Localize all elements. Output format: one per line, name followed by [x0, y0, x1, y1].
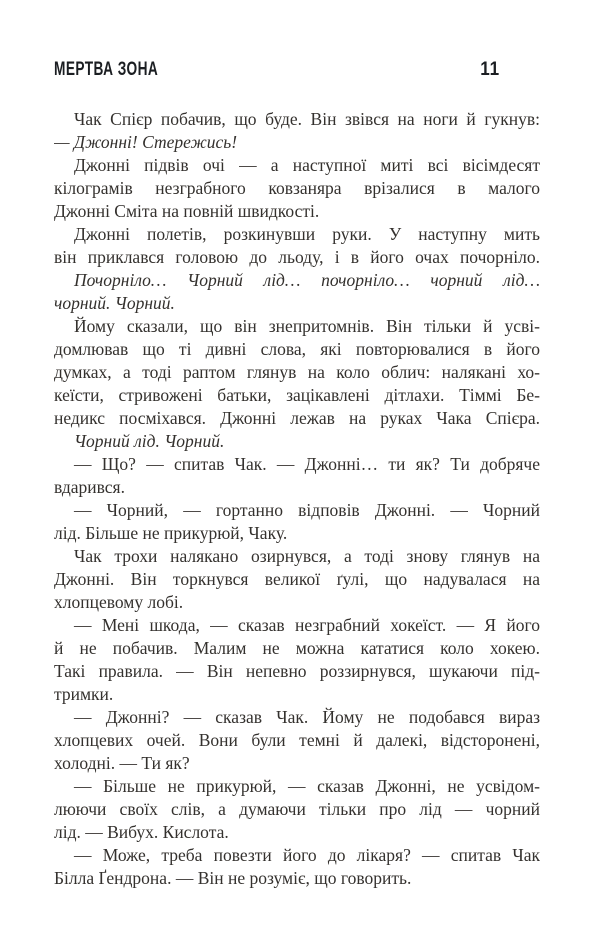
running-header-title: МЕРТВА ЗОНА	[54, 59, 159, 80]
text-line: кілограмів незграбного ковзаняра врізалися в малого	[54, 178, 540, 198]
text-line: Такі правила. — Він непевно роззирнувся, шукаючи під-	[54, 661, 540, 681]
text-line: Почорніло… Чорний лід… почорніло… чорний лід…	[74, 270, 540, 290]
text-line: — Що? — спитав Чак. — Джонні… ти як? Ти добряче	[74, 454, 540, 474]
text-line: люючи своїх слів, а думаючи тільки про лід — чорний	[54, 799, 540, 819]
text-line: домлював що ті дивні слова, які повторювалися в його	[54, 339, 540, 359]
text-line: лід. — Вибух. Кислота.	[54, 822, 229, 842]
text-line: він приклався головою до льоду, і в його очах почорніло.	[54, 247, 540, 267]
text-line: — Джонні! Стережись!	[54, 132, 238, 152]
text-line: — Чорний, — гортанно відповів Джонні. — Чорний	[74, 500, 540, 520]
text-line: Чак Спієр побачив, що буде. Він звівся на ноги й гукнув:	[74, 109, 540, 129]
text-line: — Більше не прикурюй, — сказав Джонні, не усвідом-	[74, 776, 540, 796]
text-line: Джонні Сміта на повній швидкості.	[54, 201, 320, 221]
text-line: — Мені шкода, — сказав незграбний хокеїст. — Я його	[74, 615, 540, 635]
text-line: Чорний лід. Чорний.	[74, 431, 225, 451]
text-line: недикс посміхався. Джонні лежав на руках Чака Спієра.	[54, 408, 540, 428]
text-line: хлопцевих очей. Вони були темні й далекі, відсторонені,	[54, 730, 540, 750]
page-header	[54, 60, 500, 80]
text-line: вдарився.	[54, 477, 125, 497]
text-line: Чак трохи налякано озирнувся, а тоді знову глянув на	[74, 546, 540, 566]
text-line: Джонні. Він торкнувся великої ґулі, що надувалася на	[54, 569, 540, 589]
text-line: чорний. Чорний.	[54, 293, 175, 313]
text-line: Джонні полетів, розкинувши руки. У наступну мить	[74, 224, 540, 244]
text-line: холодні. — Ти як?	[54, 753, 190, 773]
text-line: думках, а тоді раптом глянув на коло облич: налякані хо-	[54, 362, 540, 382]
text-line: тримки.	[54, 684, 114, 704]
text-line: хлопцевому лобі.	[54, 592, 184, 612]
page-body	[54, 108, 540, 890]
text-line: й не побачив. Малим не можна кататися коло хокею.	[54, 638, 540, 658]
text-line: лід. Більше не прикурюй, Чаку.	[54, 523, 288, 543]
text-line: — Джонні? — сказав Чак. Йому не подобався вираз	[74, 707, 540, 727]
text-line: Білла Ґендрона. — Він не розуміє, що говорить.	[54, 868, 412, 888]
text-line: — Може, треба повезти його до лікаря? — спитав Чак	[74, 845, 540, 865]
text-line: кеїсти, стривожені батьки, зацікавлені дітлахи. Тіммі Бе-	[54, 385, 540, 405]
text-line: Джонні підвів очі — а наступної миті всі вісімдесят	[74, 155, 540, 175]
text-line: Йому сказали, що він знепритомнів. Він тільки й усві-	[74, 316, 540, 336]
page-number: 11	[480, 59, 500, 80]
